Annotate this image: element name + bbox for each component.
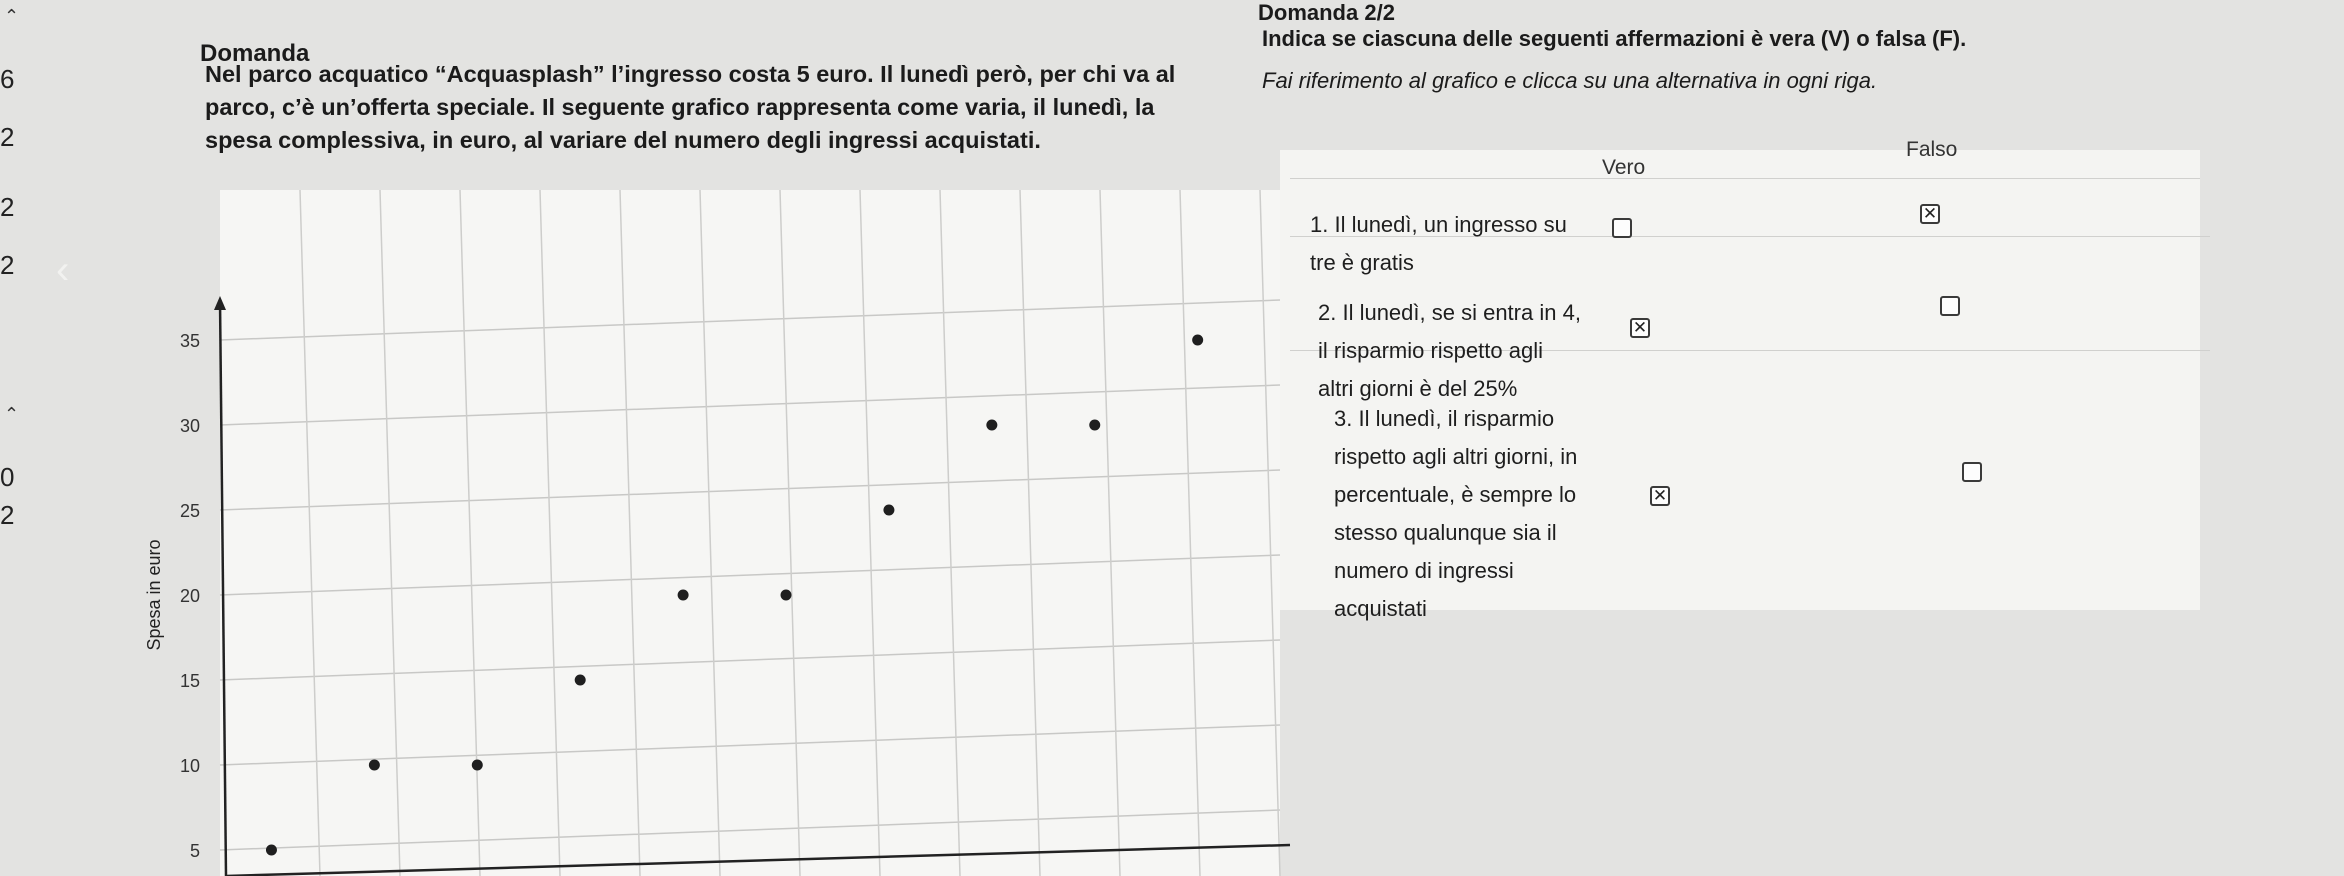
plot-area	[220, 190, 1280, 876]
y-tick-label: 30	[179, 416, 200, 436]
statement-3	[1334, 400, 1577, 628]
nav-item-5[interactable]: 0	[0, 462, 15, 492]
question-line: Nel parco acquatico “Acquasplash” l’ingresso costa 5 euro. Il lunedì però, per chi va al	[205, 61, 1176, 87]
instruction-line-2: Fai riferimento al grafico e clicca su una alternativa in ogni riga.	[1262, 68, 1878, 93]
statement-line: percentuale, è sempre lo	[1334, 482, 1577, 507]
question-text	[205, 58, 1205, 157]
data-point	[369, 760, 380, 771]
nav-item-1[interactable]: 6	[0, 64, 15, 94]
statement-line: 3. Il lunedì, il risparmio	[1334, 406, 1555, 431]
data-point	[1192, 335, 1203, 346]
row-1-falso-checkbox[interactable]: ✕	[1920, 204, 1940, 224]
statement-line: altri giorni è del 25%	[1318, 376, 1518, 401]
question-line: spesa complessiva, in euro, al variare del numero degli ingressi acquistati.	[205, 127, 1041, 153]
statement-line: acquistati	[1334, 596, 1427, 621]
question-nav-strip	[0, 0, 70, 876]
data-point	[1089, 420, 1100, 431]
column-header-vero: Vero	[1602, 156, 1646, 179]
y-tick-label: 25	[179, 501, 200, 521]
statement-line: 2. Il lunedì, se si entra in 4,	[1318, 300, 1581, 325]
nav-item-4[interactable]: 2	[0, 250, 15, 280]
scatter-chart	[144, 190, 1300, 876]
statement-1	[1310, 206, 1567, 282]
instruction-text	[1262, 18, 2262, 102]
statement-line: il risparmio rispetto agli	[1318, 338, 1543, 363]
question-label: Domanda	[200, 40, 310, 67]
y-tick-label: 15	[179, 671, 200, 691]
data-point	[472, 760, 483, 771]
row-3-vero-checkbox[interactable]: ✕	[1650, 486, 1670, 506]
data-point	[575, 675, 586, 686]
question-line: parco, c’è un’offerta speciale. Il seguente grafico rappresenta come varia, il lunedì, la	[205, 94, 1155, 120]
statement-line: rispetto agli altri giorni, in	[1334, 444, 1578, 469]
chevron-up-icon[interactable]: ⌃	[4, 6, 20, 26]
y-tick-label: 20	[179, 586, 200, 606]
y-tick-label: 5	[189, 841, 200, 861]
y-axis-label: Spesa in euro	[144, 539, 164, 651]
statement-2	[1318, 294, 1581, 408]
data-point	[883, 505, 894, 516]
y-tick-label: 35	[179, 331, 200, 351]
question-counter: Domanda 2/2	[1258, 0, 1395, 25]
table-divider	[1290, 178, 2200, 179]
row-2-falso-checkbox[interactable]	[1940, 296, 1960, 316]
statement-line: stesso qualunque sia il	[1334, 520, 1557, 545]
row-1-vero-checkbox[interactable]	[1612, 218, 1632, 238]
row-3-falso-checkbox[interactable]	[1962, 462, 1982, 482]
data-point	[986, 420, 997, 431]
statement-line: tre è gratis	[1310, 250, 1414, 275]
nav-item-6[interactable]: 2	[0, 500, 15, 530]
nav-item-3[interactable]: 2	[0, 192, 15, 222]
nav-item-2[interactable]: 2	[0, 122, 15, 152]
data-point	[266, 845, 277, 856]
statement-line: numero di ingressi	[1334, 558, 1514, 583]
chevron-left-icon[interactable]: ‹	[56, 248, 70, 292]
column-header-falso: Falso	[1906, 138, 1958, 161]
statement-line: 1. Il lunedì, un ingresso su	[1310, 212, 1567, 237]
data-point	[678, 590, 689, 601]
row-2-vero-checkbox[interactable]: ✕	[1630, 318, 1650, 338]
y-tick-label: 10	[179, 756, 200, 776]
instruction-line-1: Indica se ciascuna delle seguenti affermazioni è vera (V) o falsa (F).	[1262, 26, 1967, 51]
chevron-up-icon[interactable]: ⌃	[4, 404, 20, 424]
data-point	[781, 590, 792, 601]
